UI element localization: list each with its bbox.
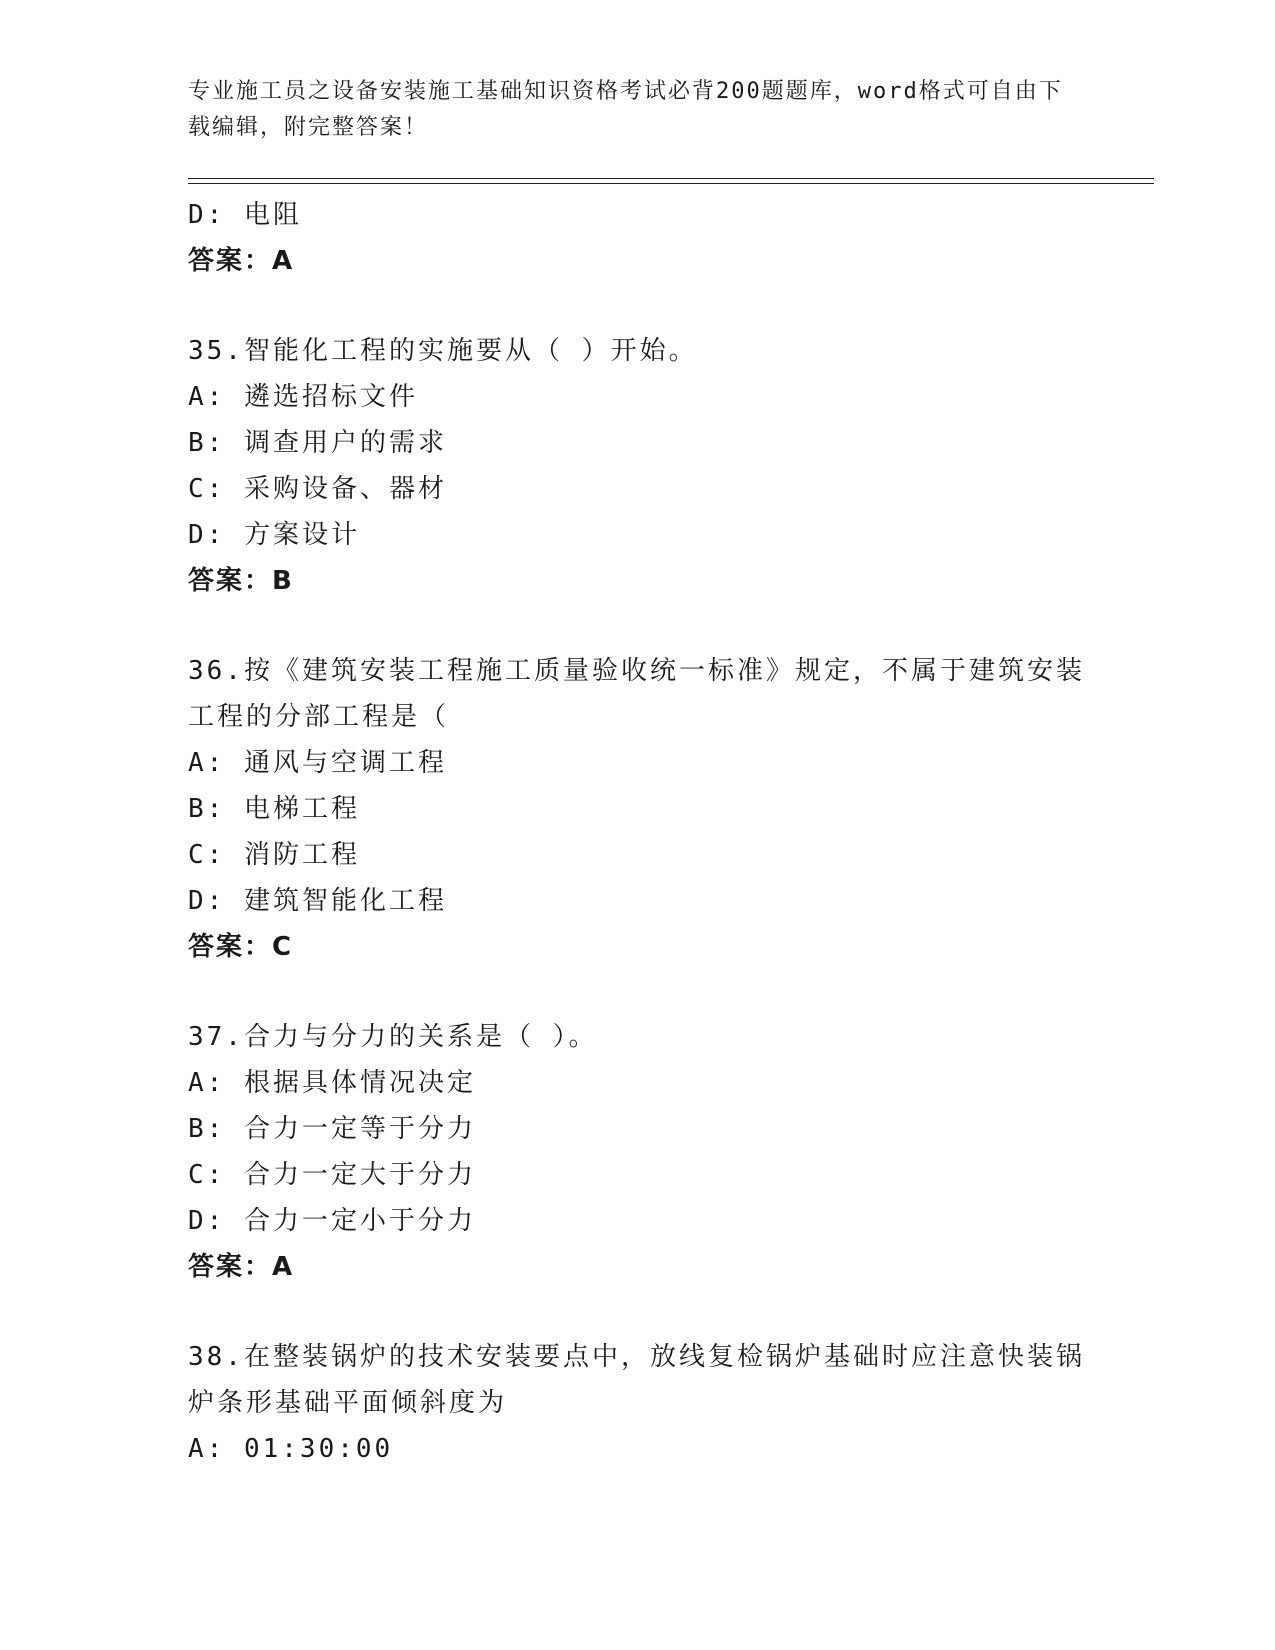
header-divider-bottom bbox=[188, 183, 1154, 184]
spacer bbox=[188, 604, 1088, 648]
answer-line: 答案：A bbox=[188, 246, 295, 276]
option-c: C: 消防工程 bbox=[188, 840, 360, 870]
document-header bbox=[188, 74, 1068, 146]
spacer bbox=[188, 970, 1088, 1014]
option-d: D: 电阻 bbox=[188, 200, 302, 230]
question-stem-35: 35.智能化工程的实施要从（ ）开始。 bbox=[188, 336, 698, 366]
option-a: A: 01:30:00 bbox=[188, 1434, 394, 1464]
answer-line: 答案：A bbox=[188, 1252, 295, 1282]
answer-line: 答案：C bbox=[188, 932, 294, 962]
option-c: C: 采购设备、器材 bbox=[188, 474, 447, 504]
option-d: D: 方案设计 bbox=[188, 520, 360, 550]
answer-line: 答案：B bbox=[188, 566, 294, 596]
question-stem-36-line2: 工程的分部工程是（ bbox=[188, 702, 450, 732]
option-c: C: 合力一定大于分力 bbox=[188, 1160, 476, 1190]
option-a: A: 通风与空调工程 bbox=[188, 748, 447, 778]
spacer bbox=[188, 284, 1088, 328]
option-a: A: 遴选招标文件 bbox=[188, 382, 418, 412]
question-stem-37: 37.合力与分力的关系是（ ）。 bbox=[188, 1022, 598, 1052]
question-stem-38-line1: 38.在整装锅炉的技术安装要点中，放线复检锅炉基础时应注意快装锅 bbox=[188, 1342, 1085, 1372]
question-stem-36-line1: 36.按《建筑安装工程施工质量验收统一标准》规定，不属于建筑安装 bbox=[188, 656, 1085, 686]
question-list bbox=[188, 192, 1088, 1472]
option-b: B: 调查用户的需求 bbox=[188, 428, 447, 458]
header-divider-top bbox=[188, 178, 1154, 179]
option-d: D: 建筑智能化工程 bbox=[188, 886, 447, 916]
spacer bbox=[188, 1290, 1088, 1334]
header-title: 专业施工员之设备安装施工基础知识资格考试必背200题题库，word格式可自由下载编辑，附完整答案！ bbox=[188, 79, 1063, 140]
option-b: B: 电梯工程 bbox=[188, 794, 360, 824]
option-d: D: 合力一定小于分力 bbox=[188, 1206, 476, 1236]
option-a: A: 根据具体情况决定 bbox=[188, 1068, 476, 1098]
option-b: B: 合力一定等于分力 bbox=[188, 1114, 476, 1144]
question-stem-38-line2: 炉条形基础平面倾斜度为 bbox=[188, 1388, 508, 1418]
